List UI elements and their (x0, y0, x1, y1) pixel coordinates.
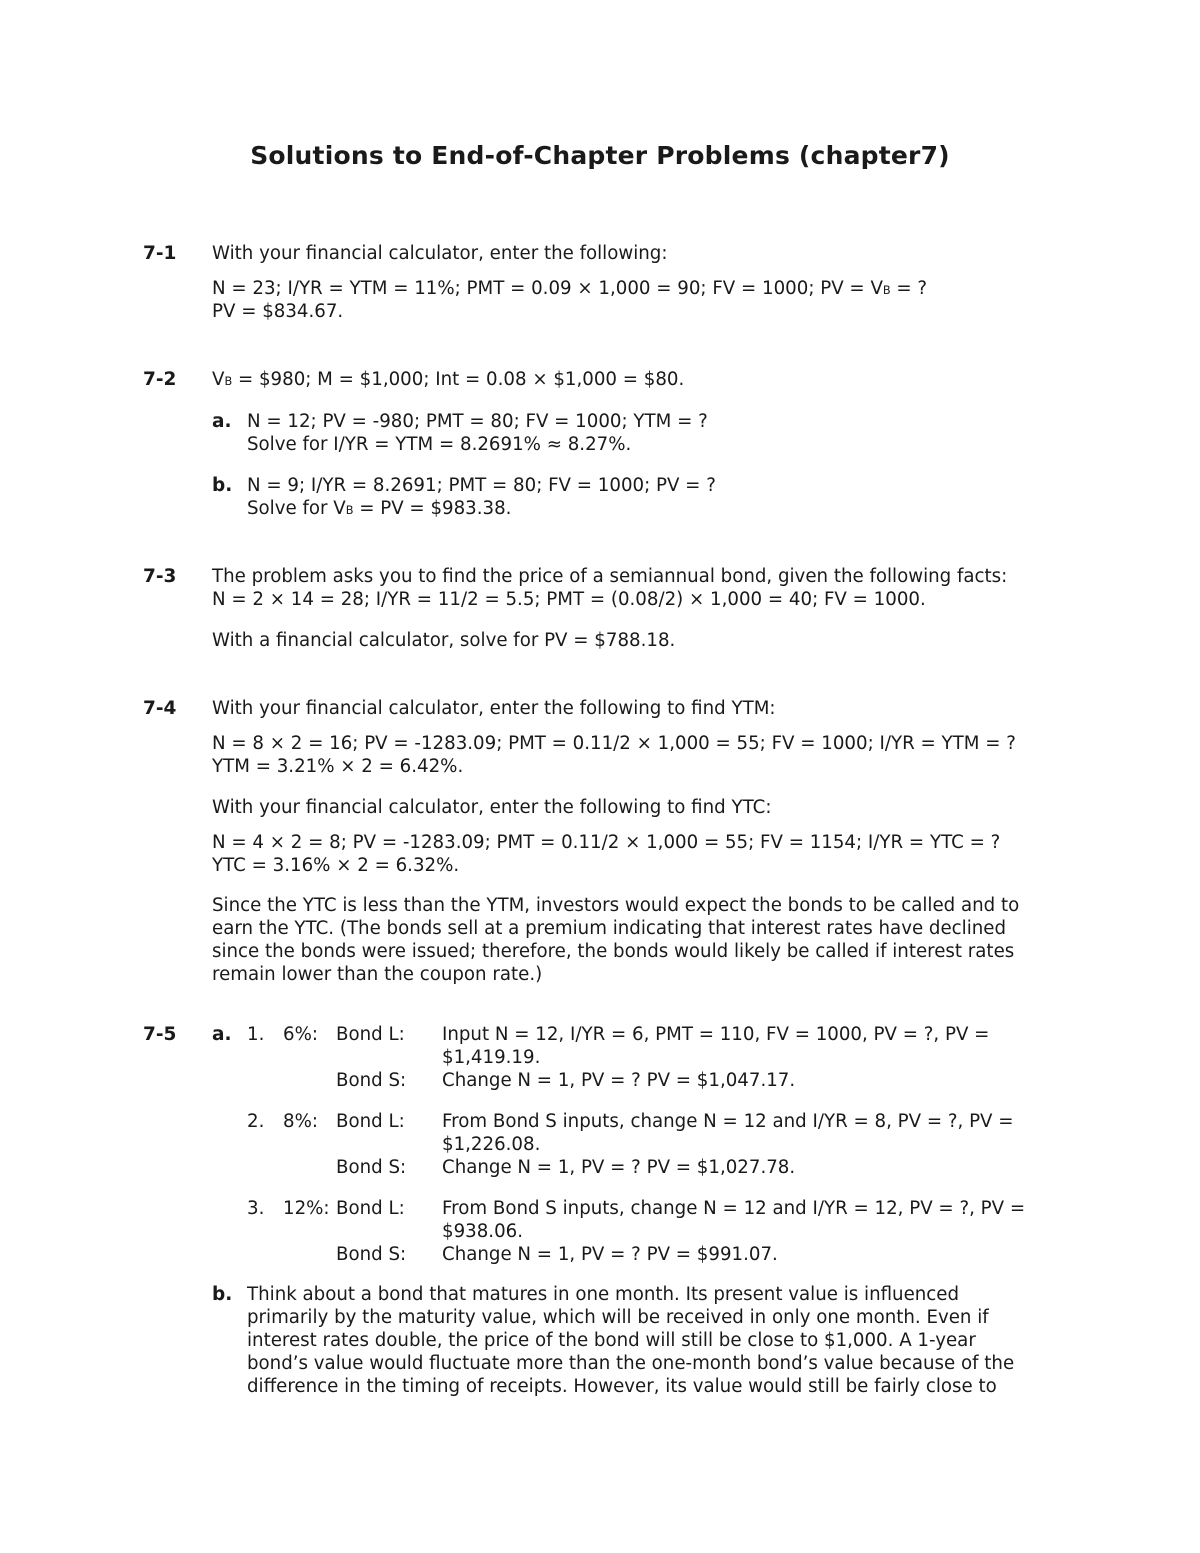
p1-intro: With your financial calculator, enter the following: (212, 243, 668, 264)
p5-bond-s-label: Bond S: (336, 1157, 407, 1178)
p5-bond-s-label: Bond S: (336, 1244, 407, 1265)
p5-part-b-line: interest rates double, the price of the bond will still be close to $1,000. A 1-year (247, 1330, 976, 1351)
p1-result: PV = $834.67. (212, 301, 344, 322)
p4-ytm-inputs: N = 8 × 2 = 16; PV = -1283.09; PMT = 0.11/2 × 1,000 = 55; FV = 1000; I/YR = YTM = ? (212, 733, 1016, 754)
p5-bond-s-text: Change N = 1, PV = ? PV = $991.07. (442, 1244, 778, 1265)
p1-inputs: N = 23; I/YR = YTM = 11%; PMT = 0.09 × 1,000 = 90; FV = 1000; PV = VB = ? (212, 278, 928, 299)
p4-ytm-result: YTM = 3.21% × 2 = 6.42%. (212, 756, 464, 777)
p2-part-b-label: b. (212, 475, 233, 496)
p5-bond-s-text: Change N = 1, PV = ? PV = $1,027.78. (442, 1157, 796, 1178)
p2-part-b-inputs: N = 9; I/YR = 8.2691; PMT = 80; FV = 1000; PV = ? (247, 475, 716, 496)
p5-part-b-line: difference in the timing of receipts. However, its value would still be fairly close to (247, 1376, 997, 1397)
p5-bond-l-value: $1,226.08. (442, 1134, 541, 1155)
p5-part-b-label: b. (212, 1284, 233, 1305)
p5-item-number: 2. (247, 1111, 265, 1132)
page-title: Solutions to End-of-Chapter Problems (chapter7) (250, 141, 950, 170)
p5-bond-l-text: From Bond S inputs, change N = 12 and I/YR = 8, PV = ?, PV = (442, 1111, 1014, 1132)
p4-ytc-result: YTC = 3.16% × 2 = 6.32%. (212, 855, 460, 876)
p5-bond-l-label: Bond L: (336, 1111, 405, 1132)
p5-bond-l-value: $938.06. (442, 1221, 523, 1242)
p4-ytc-intro: With your financial calculator, enter the following to find YTC: (212, 797, 772, 818)
p5-part-b-line: bond’s value would fluctuate more than the one-month bond’s value because of the (247, 1353, 1015, 1374)
p5-item-rate: 12%: (283, 1198, 330, 1219)
p5-part-a-label: a. (212, 1024, 232, 1045)
p2-part-b-result: Solve for VB = PV = $983.38. (247, 498, 512, 519)
p3-intro: The problem asks you to find the price of a semiannual bond, given the following facts: (212, 566, 1008, 587)
problem-number-7-3: 7-3 (143, 566, 177, 587)
p5-bond-l-text: Input N = 12, I/YR = 6, PMT = 110, FV = 1000, PV = ?, PV = (442, 1024, 990, 1045)
p5-item-rate: 8%: (283, 1111, 318, 1132)
p2-part-a-result: Solve for I/YR = YTM = 8.2691% ≈ 8.27%. (247, 434, 632, 455)
p2-part-a-label: a. (212, 411, 232, 432)
p5-bond-l-text: From Bond S inputs, change N = 12 and I/YR = 12, PV = ?, PV = (442, 1198, 1026, 1219)
problem-number-7-2: 7-2 (143, 369, 177, 390)
p2-part-a-inputs: N = 12; PV = -980; PMT = 80; FV = 1000; YTM = ? (247, 411, 708, 432)
p2-given: VB = $980; M = $1,000; Int = 0.08 × $1,000 = $80. (212, 369, 685, 390)
p5-bond-l-label: Bond L: (336, 1024, 405, 1045)
p4-explanation-line: since the bonds were issued; therefore, the bonds would likely be called if interest rates (212, 941, 1015, 962)
problem-number-7-4: 7-4 (143, 698, 177, 719)
problem-number-7-1: 7-1 (143, 243, 177, 264)
p4-ytm-intro: With your financial calculator, enter the following to find YTM: (212, 698, 776, 719)
p5-bond-s-text: Change N = 1, PV = ? PV = $1,047.17. (442, 1070, 796, 1091)
p5-item-rate: 6%: (283, 1024, 318, 1045)
p5-bond-l-value: $1,419.19. (442, 1047, 541, 1068)
p4-explanation-line: remain lower than the coupon rate.) (212, 964, 543, 985)
p3-result: With a financial calculator, solve for PV = $788.18. (212, 630, 676, 651)
problem-number-7-5: 7-5 (143, 1024, 177, 1045)
p4-explanation-line: earn the YTC. (The bonds sell at a premium indicating that interest rates have declined (212, 918, 1007, 939)
p4-ytc-inputs: N = 4 × 2 = 8; PV = -1283.09; PMT = 0.11/2 × 1,000 = 55; FV = 1154; I/YR = YTC = ? (212, 832, 1001, 853)
p5-bond-s-label: Bond S: (336, 1070, 407, 1091)
p5-item-number: 3. (247, 1198, 265, 1219)
p4-explanation-line: Since the YTC is less than the YTM, investors would expect the bonds to be called and to (212, 895, 1020, 916)
p5-item-number: 1. (247, 1024, 265, 1045)
p5-part-b-line: Think about a bond that matures in one month. Its present value is influenced (247, 1284, 960, 1305)
p5-part-b-line: primarily by the maturity value, which will be received in only one month. Even if (247, 1307, 989, 1328)
p3-inputs: N = 2 × 14 = 28; I/YR = 11/2 = 5.5; PMT = (0.08/2) × 1,000 = 40; FV = 1000. (212, 589, 926, 610)
p5-bond-l-label: Bond L: (336, 1198, 405, 1219)
